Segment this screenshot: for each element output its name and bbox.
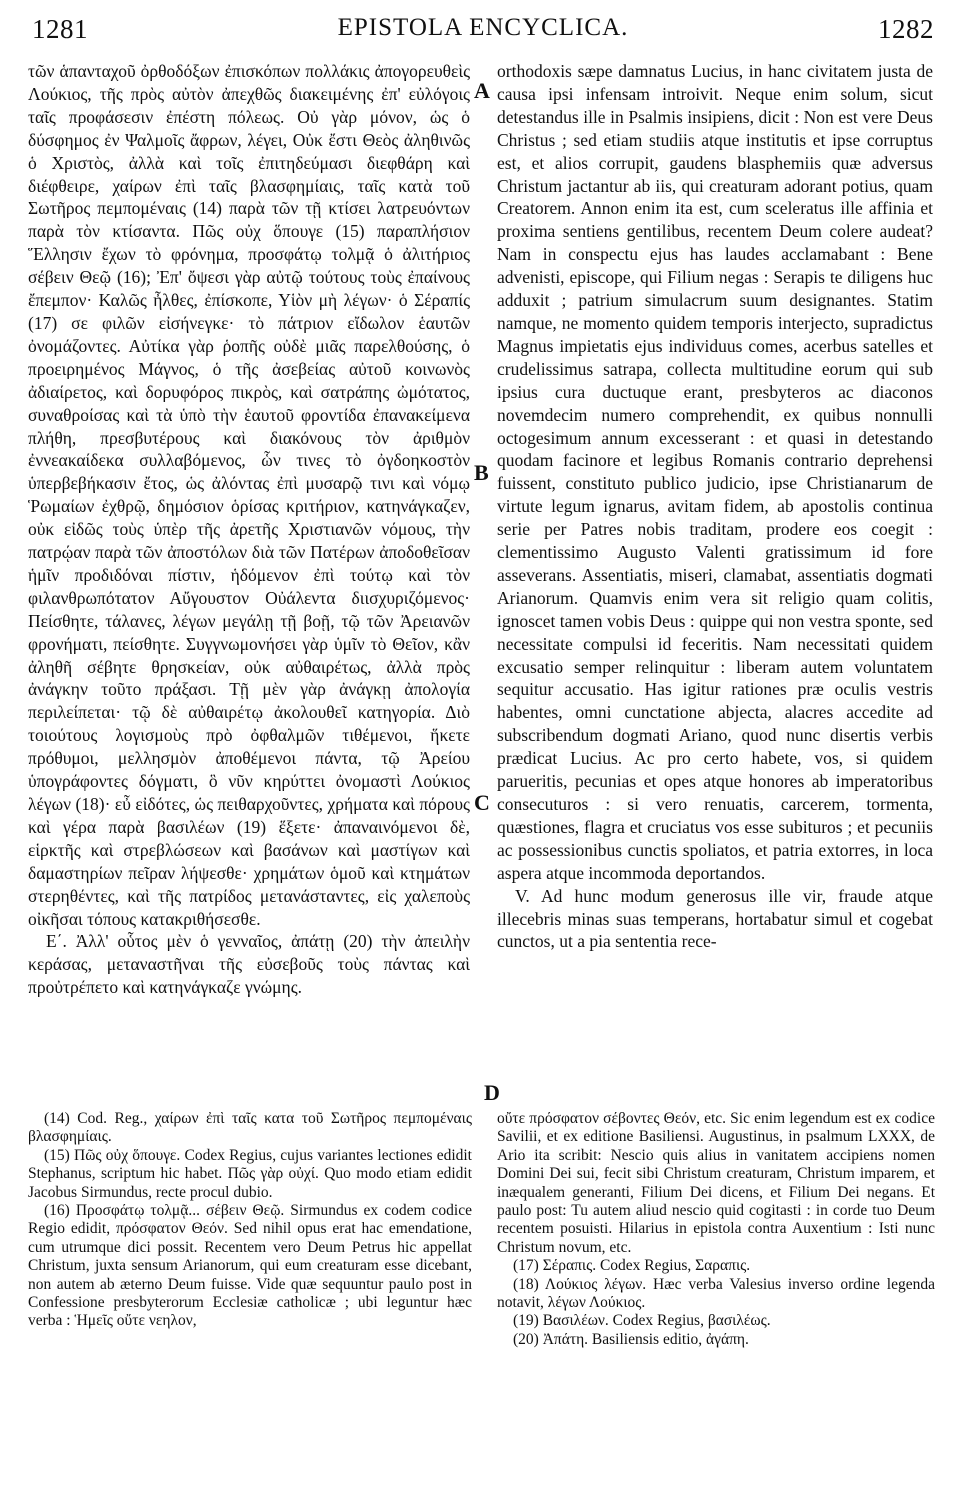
footnote: (18) Λούκιος λέγων. Hæc verba Valesius inverso ordine legenda notavit, λέγων Λούκιος. — [497, 1275, 935, 1312]
margin-letter-d: D — [484, 1080, 500, 1105]
greek-column — [28, 60, 470, 1050]
page-number-left: 1281 — [32, 14, 88, 44]
footnotes-right — [497, 1110, 935, 1495]
margin-letter-b: B — [474, 460, 489, 485]
latin-column — [497, 60, 933, 1050]
footnote: (15) Πῶς οὐχ ὅπουγε. Codex Regius, cujus variantes lectiones edidit Stephanus, scriptum hic habet. Πῶς γὰρ οὐχί. Quo modo etiam edidit Jacobus Sirmundus, recte procul dubio. — [28, 1146, 472, 1201]
page-number-right: 1282 — [878, 14, 934, 44]
greek-paragraph: τῶν ἁπανταχοῦ ὀρθοδόξων ἐπισκόπων πολλάκις ἀπογορευθεὶς Λούκιος, τῆς πρὸς αὐτὸν ἀπεχθῶς διακειμένης ἐπ' εὐλόγοις ταῖς προφάσεσιν ἐπέστη πόλεως. Οὐ γὰρ μόνον, ὡς ὁ δύσφημος ἐν Ψαλμοῖς ἄφρων, λέγει, Οὐκ ἔστι Θεὸς ἀληθινῶς ὁ Χριστὸς, ἀλλὰ καὶ τοῖς ἐπιτηδεύμασι διεφθάρη καὶ διέφθειρε, χαίρων ἐπὶ ταῖς βλασφημίαις, ταῖς κατὰ τοῦ Σωτῆρος πεμπομέναις (14) παρὰ τῶν τῇ κτίσει λατρευόντων παρὰ τὸν κτίσαντα. Πῶς οὐχ ὅπουγε (15) παραπλήσιον Ἕλλησιν ἔχων τὸ φρόνημα, προσφάτῳ τολμᾷ ὁ ἀλιτήριος σέβειν Θεῷ (16); Ἐπ' ὄψεσι γὰρ αὐτῷ τούτους τοὺς ἐπαίνους ἔπεμπον· Καλῶς ἦλθες, ἐπίσκοπε, Υἱὸν μὴ λέγων· ὁ Σέραπίς (17) σε φιλῶν εἰσήνεγκε· τὸ πάτριον εἴδωλον ἑαυτῶν ὀνομάζοντες. Αὐτίκα γὰρ ῥοπῆς οὐδὲ μιᾶς παρελθούσης, ὁ προειρημένος Μάγνος, ὁ τῆς ἀσεβείας αὐτοῦ κοινωνὸς ἀδιαίρετος, καὶ δορυφόρος πικρὸς, καὶ σατράπης ὠμότατος, συναθροίσας καὶ τὰ ὑπὸ τὴν ἑαυτοῦ φροντίδα ἐπανακείμενα πλήθη, πρεσβυτέρους καὶ διακόνους τὸν ἀριθμὸν ἐννεακαίδεκα συλλαβόμενος, ὧν τινες τὸ ὀγδοηκοστὸν ὑπερβεβήκασιν ἔτος, ὡς ἀλόντας ἐπὶ μυσαρῷ τινι καὶ νόμῳ Ῥωμαίων ἐχθρῷ, δημόσιον ὁρίσας κριτήριον, κατηνάγκαζεν, οὐκ εἰδῶς τοὺς ὑπὲρ τῆς ἀρετῆς Χριστιανῶν νόμους, τὴν πατρῴαν παρὰ τῶν ἀποστόλων διὰ τῶν Πατέρων ἀποδοθεῖσαν ἡμῖν προδιδόναι πίστιν, ἡδόμενον ἐπὶ τούτῳ καὶ τὸν φιλανθρωπότατον Αὔγουστον Οὐάλεντα διισχυριζόμενος· Πείσθητε, τάλανες, λέγων μεγάλῃ τῇ βοῇ, τῷ τῶν Ἀρειανῶν φρονήματι, πείσθητε. Συγγνωμονήσει γὰρ ὑμῖν τὸ Θεῖον, κἂν ἀληθῆ σέβητε θρησκείαν, οὐκ αὐθαιρέτως, ἀλλὰ πρὸς ἀνάγκην τοῦτο πράξασι. Τῇ μὲν γὰρ ἀνάγκῃ ἀπολογία περιλείπεται· τῷ δὲ αὐθαιρέτῳ ἀκολουθεῖ κατηγορία. Διὸ τοιούτους λογισμοὺς πρὸ ὀφθαλμῶν τιθέμενοι, ἥκετε πρόθυμοι, μελλησμὸν ἀποθέμενοι πάντα, τῷ Ἀρείου ὑπογράφοντες δόγματι, ὃ νῦν κηρύττει ὀνομαστὶ Λούκιος λέγων (18)· εὖ εἰδότες, ὡς πειθαρχοῦντες, χρήματα καὶ πόρους καὶ γέρα παρὰ βασιλέων (19) ἕξετε· ἀπαναινόμενοι δὲ, εἱρκτῆς καὶ στρεβλώσεων καὶ βασάνων καὶ μαστίγων καὶ δαμαστηρίων πεῖραν λήψεσθε· χρημάτων ὁμοῦ καὶ κτημάτων στερηθέντες, καὶ τῆς πατρίδος μετανάσταντες, εἰς χαλεποὺς οἰκῆσαι τόπους κατακριθήσεσθε. — [28, 61, 470, 929]
footnote: οὔτε πρόσφατον σέβοντες Θεόν, etc. Sic enim legendum est ex codice Savilii, et ex editione Basiliensi. Augustinus, in psalmum LXXX, de Ario ita scribit: Nescio quis alius in vanitatem accipiens nomen Domini Dei sui, fecit sibi Christum creaturam, Christum imparem, et inæqualem generanti, Filium Dei dicens, et Filium Dei negans. Et paulo post: Tu autem aliud nescio quid cogitasti : in corde tuo Deum recentem posuisti. Hilarius in epistola contra Auxentium : Isti nunc Christum novum, etc. — [497, 1110, 935, 1256]
footnote: (14) Cod. Reg., χαίρων ἐπὶ ταῖς κατα τοῦ Σωτῆρος πεμπομέναις βλασφημίαις. — [28, 1110, 472, 1146]
footnote: (16) Προσφάτῳ τολμᾷ... σέβειν Θεῷ. Sirmundus ex codem codice Regio edidit, πρόσφατον Θεόν. Sed nihil opus erat hac emendatione, cum utrumque dici possit. Recentem vero Deum Petrus hic appellat Christum, juxta sensum Arianorum, qui eum creaturam esse dicebant, non autem ab æterno Deum fuisse. Vide quæ sequuntur paulo post in Confessione presbyterorum Ecclesiæ catholicæ ; ubi leguntur hæc verba : Ἡμεῖς οὔτε νεηλον, — [28, 1202, 472, 1330]
footnote: (17) Σέραπις. Codex Regius, Σαραπις. — [513, 1257, 751, 1275]
latin-paragraph: V. Ad hunc modum generosus ille vir, fraude atque illecebris minas suas temperans, hortabatur simul et cogebat cunctos, ut a pia sententia rece- — [497, 885, 933, 952]
margin-letter-c: C — [474, 790, 490, 815]
footnote: (19) Βασιλέων. Codex Regius, βασιλέως. — [513, 1312, 771, 1330]
page-title: EPISTOLA ENCYCLICA. — [337, 14, 629, 41]
footnote: (20) Ἀπάτη. Basiliensis editio, ἀγάπη. — [513, 1330, 749, 1348]
greek-paragraph: Ε΄. Ἀλλ' οὗτος μὲν ὁ γενναῖος, ἀπάτῃ (20) τὴν ἀπειλὴν κεράσας, μεταναστῆναι τῆς εὐσεβοῦς τοὺς πάντας καὶ προὐτρέπετο καὶ κατηνάγκαζε γνώμης. — [28, 931, 470, 998]
footnotes-left — [28, 1110, 472, 1490]
margin-letter-a: A — [474, 78, 490, 103]
latin-paragraph: orthodoxis sæpe damnatus Lucius, in hanc civitatem justa de causa ipsi infensam introivit. Neque enim solum, sicut detestandus ille in Psalmis insipiens, dicit : Non est vere Deus Christus ; sed etiam studiis atque institutis et ipse corruptus est, et alios corrupit, gaudens blasphemiis quæ adversus Christum jactantur ab iis, qui creaturam adorant potius, quam Creatorem. Annon enim ita est, cum sceleratus ille affinia et proxima sentiens gentilibus, recentem Deum colere audeat? Nam in conspectu ejus has laudes acclamabant : Bene advenisti, episcope, qui Filium negas : Serapis te diligens huc adduxit ; patrium simulacrum suum designantes. Statim namque, ne momento quidem temporis interjecto, supradictus Magnus impietatis ejus individuus comes, acerbus satelles et crudelissimus satrapa, collecta multitudine eorum qui sub ipsius cura ductuque erant, presbyteros ac diaconos novemdecim numero comprehendit, ex quibus nonnulli octogesimum annum excesserant : et quasi in detestando quodam facinore et legibus Romanis contrario deprehensi fuissent, constituto publico judicio, ipse Christianarum de virtute legum ignarus, avitam fidem, ab apostolis continua serie per Patres nobis traditam, prodere eos coegit : clementissimo Augusto Valenti gratissimum id fore asseverans. Assentiatis, miseri, clamabat, assentiatis dogmati Arianorum. Quamvis enim vera sit religio quam colitis, ignoscet tamen vobis Deus : quippe qui non vestra sponte, sed necessitate compulsi id feceritis. Nam necessitati quidem excusatio semper relinquitur : liberam autem voluntatem sequitur accusatio. Has igitur rationes præ oculis vestris habentes, omni cunctatione abjecta, alacres accedite ad subscribendum dogmati Ariano, quod nunc disertis verbis prædicat Lucius. Ac pro certo habete, vos, si quidem parueritis, pecunias et opes atque honores ab imperatoribus consecuturos : si vero renuatis, carcerem, tormenta, quæstiones, flagra et cruciatus vos esse subituros ; et pecuniis ac possessionibus cunctis spoliatos, et patria extorres, in loca aspera atque incommoda deportandos. — [497, 61, 933, 883]
running-head — [32, 14, 934, 54]
